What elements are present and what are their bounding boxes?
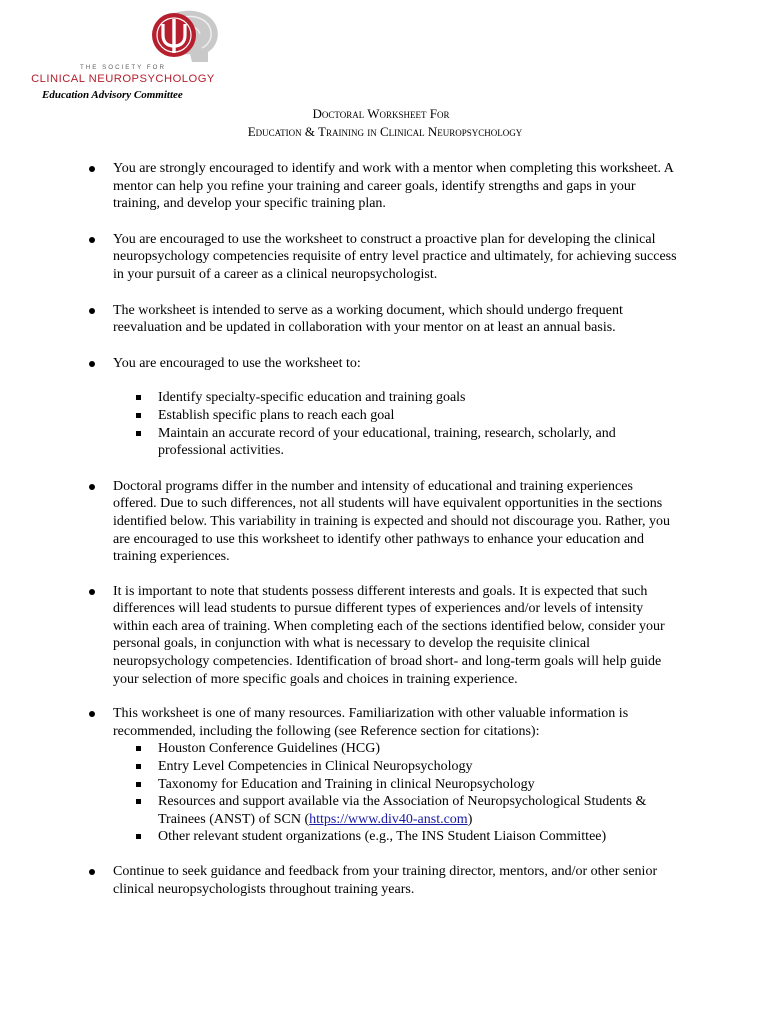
square-bullet-icon — [136, 782, 141, 787]
list-item-text: Establish specific plans to reach each goal — [158, 407, 395, 423]
bullet-different-interests — [113, 583, 678, 689]
bullet-use-worksheet — [113, 355, 678, 460]
bullet-resources — [113, 705, 678, 846]
resources-list — [113, 740, 678, 846]
list-item — [113, 407, 678, 425]
list-item — [113, 389, 678, 407]
square-bullet-icon — [136, 746, 141, 751]
bullet-text: This worksheet is one of many resources. Familiarization with other valuable information is recommended, including the following (see Reference section for citations): — [113, 706, 629, 739]
list-item-text: Identify specialty-specific education and training goals — [158, 390, 466, 406]
bullet-icon — [89, 711, 95, 717]
bullet-seek-guidance — [113, 863, 678, 898]
document-title-line1: Doctoral Worksheet For — [312, 106, 450, 121]
bullet-text: It is important to note that students possess different interests and goals. It is expected that such differences will lead students to pursue different types of experiences and/or levels of intensity within each area of training. When completing each of the sections identified below, consider your personal goals, in conjunction with what is necessary to develop the requisite clinical neuropsychology competencies. Identification of broad short- and long-term goals will help guide your selection of more specific goals and choices in training experience. — [113, 583, 665, 687]
list-item-text: Maintain an accurate record of your educational, training, research, scholarly, and professional activities. — [158, 425, 616, 459]
logo-name-text: CLINICAL NEUROPSYCHOLOGY — [31, 73, 215, 85]
bullet-working-document — [113, 302, 678, 337]
bullet-text: You are encouraged to use the worksheet to construct a proactive plan for developing the clinical neuropsychology competencies requisite of entry level practice and ultimately, for achieving success in your pursuit of a career as a clinical neuropsychologist. — [113, 231, 677, 282]
anst-website-link[interactable]: https://www.div40-anst.com — [309, 811, 468, 827]
list-item-anst — [113, 793, 678, 828]
square-bullet-icon — [136, 395, 141, 400]
list-item-text: Other relevant student organizations (e.g., The INS Student Liaison Committee) — [158, 829, 607, 845]
scn-logo — [24, 8, 222, 90]
square-bullet-icon — [136, 431, 141, 436]
list-item — [113, 425, 678, 460]
bullet-text: Doctoral programs differ in the number and intensity of educational and training experiences offered. Due to such differences, not all students will have equivalent opportunities in the sections identified below. This variability in training is expected and should not discourage you. Rather, you are encouraged to use this worksheet to identify other pathways to enhance your education and training experiences. — [113, 478, 670, 565]
list-item — [113, 828, 678, 846]
bullet-icon — [89, 361, 95, 367]
bullet-icon — [89, 869, 95, 875]
bullet-icon — [89, 237, 95, 243]
worksheet-body — [0, 160, 770, 898]
bullet-icon — [89, 166, 95, 172]
square-bullet-icon — [136, 413, 141, 418]
square-bullet-icon — [136, 834, 141, 839]
bullet-proactive-plan — [113, 231, 678, 284]
square-bullet-icon — [136, 764, 141, 769]
bullet-text: You are strongly encouraged to identify and work with a mentor when completing this worksheet. A mentor can help you refine your training and career goals, identify strengths and gaps in your training, and develop your specific training plan. — [113, 161, 674, 212]
list-item — [113, 740, 678, 758]
bullet-text: The worksheet is intended to serve as a working document, which should undergo frequent reevaluation and be updated in collaboration with your mentor on at least an annual basis. — [113, 302, 623, 336]
bullet-text: Continue to seek guidance and feedback from your training director, mentors, and/or other senior clinical neuropsychologists throughout training years. — [113, 864, 658, 897]
list-item-text: Houston Conference Guidelines (HCG) — [158, 741, 381, 757]
bullet-text: You are encouraged to use the worksheet to: — [113, 355, 361, 371]
list-item-text: Entry Level Competencies in Clinical Neuropsychology — [158, 759, 473, 775]
committee-label: Education Advisory Committee — [42, 89, 183, 101]
bullet-icon — [89, 589, 95, 595]
bullet-program-differences — [113, 478, 678, 566]
list-item-text: Taxonomy for Education and Training in clinical Neuropsychology — [158, 776, 535, 792]
list-item — [113, 776, 678, 794]
use-worksheet-list — [113, 389, 678, 459]
anst-text: Resources and support available via the Association of Neuropsychological Students & Trainees (ANST) of SCN ( — [158, 794, 647, 827]
square-bullet-icon — [136, 799, 141, 804]
document-title-line2: Education & Training in Clinical Neuropsychology — [247, 124, 523, 139]
bullet-mentor — [113, 160, 678, 213]
bullet-icon — [89, 308, 95, 314]
psi-brain-logo-icon — [128, 8, 224, 64]
logo-society-text: THE SOCIETY FOR — [80, 64, 166, 71]
bullet-icon — [89, 484, 95, 490]
anst-text-end: ) — [467, 811, 473, 827]
list-item — [113, 758, 678, 776]
